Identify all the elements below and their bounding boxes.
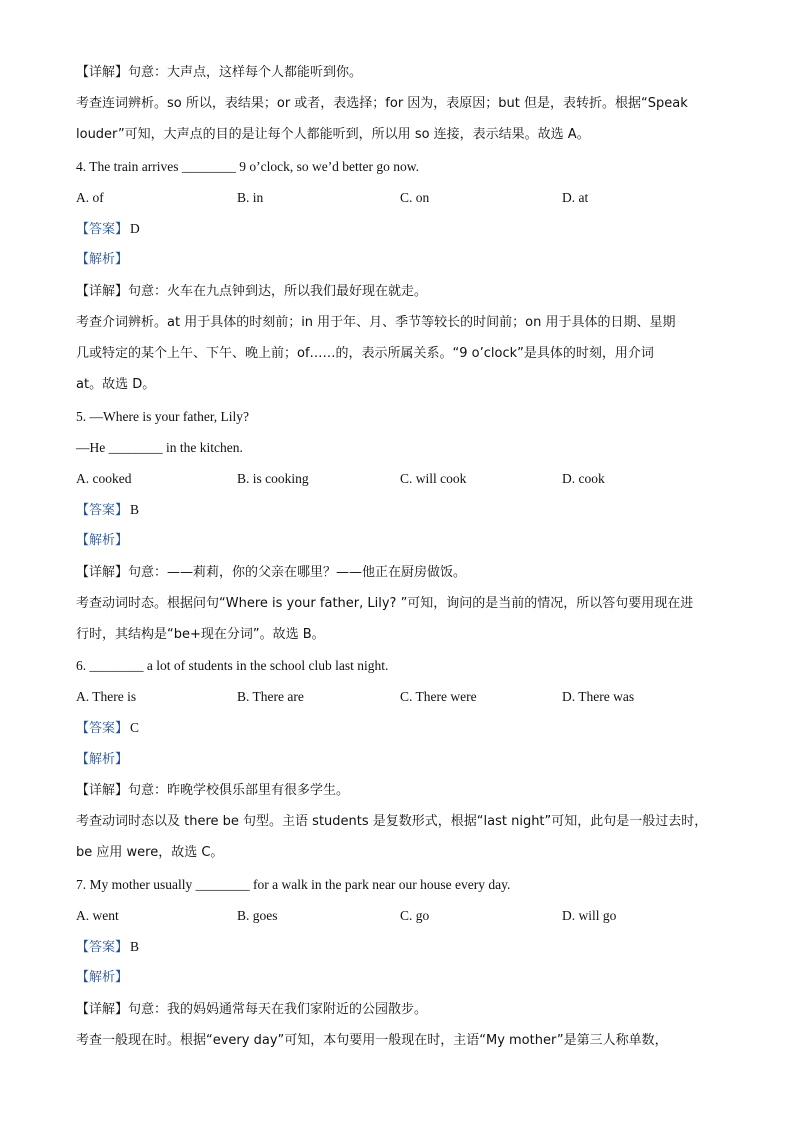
q4-option-b: B. in	[237, 190, 264, 205]
answer-value: B	[130, 939, 140, 954]
q6-analysis-line-1: 考查动词时态以及 there be 句型。主语 students 是复数形式，根据“last night”可知，此句是一般过去时，	[76, 814, 708, 829]
q7-answer	[76, 938, 726, 957]
q7-option-b: B. goes	[237, 908, 278, 923]
answer-label: 【答案】	[76, 940, 129, 955]
q4-analysis-line-2: 几或特定的某个上午、下午、晚上前；of……的，表示所属关系。“9 o’clock”是具体的时刻，用介词	[76, 346, 654, 361]
q4-jiexi-label: 【解析】	[76, 252, 129, 267]
q5-option-b: B. is cooking	[237, 471, 309, 486]
q7-option-d: D. will go	[562, 908, 617, 923]
q3-analysis-line-1: 考查连词辨析。so 所以，表结果；or 或者，表选择；for 因为，表原因；but 但是，表转折。根据“Speak	[76, 96, 688, 111]
q7-option-a: A. went	[76, 908, 119, 923]
answer-label: 【答案】	[76, 503, 129, 518]
q4-stem: 4. The train arrives ________ 9 o’clock, so we’d better go now.	[76, 159, 420, 174]
q5-analysis-line-2: 行时，其结构是“be+现在分词”。故选 B。	[76, 627, 325, 642]
q4-option-c: C. on	[400, 190, 430, 205]
q7-detail: 【详解】句意：我的妈妈通常每天在我们家附近的公园散步。	[76, 1002, 428, 1017]
q5-option-a: A. cooked	[76, 471, 132, 486]
q5-answer	[76, 501, 726, 520]
q5-option-d: D. cook	[562, 471, 605, 486]
q5-stem-line-1: 5. —Where is your father, Lily?	[76, 409, 250, 424]
q4-answer	[76, 220, 726, 239]
answer-label: 【答案】	[76, 222, 129, 237]
q4-analysis-line-1: 考查介词辨析。at 用于具体的时刻前；in 用于年、月、季节等较长的时间前；on 用于具体的日期、星期	[76, 315, 676, 330]
q6-jiexi-label: 【解析】	[76, 752, 129, 767]
q4-detail: 【详解】句意：火车在九点钟到达，所以我们最好现在就走。	[76, 284, 428, 299]
q6-option-c: C. There were	[400, 689, 477, 704]
q5-option-c: C. will cook	[400, 471, 467, 486]
answer-value: B	[130, 502, 140, 517]
q7-analysis-line-1: 考查一般现在时。根据“every day”可知，本句要用一般现在时，主语“My mother”是第三人称单数，	[76, 1033, 668, 1048]
answer-value: C	[130, 720, 140, 735]
q6-stem: 6. ________ a lot of students in the school club last night.	[76, 658, 389, 673]
q7-option-c: C. go	[400, 908, 430, 923]
q4-option-d: D. at	[562, 190, 589, 205]
q3-analysis-line-2: louder”可知，大声点的目的是让每个人都能听到，所以用 so 连接，表示结果。故选 A。	[76, 127, 590, 142]
q6-option-a: A. There is	[76, 689, 137, 704]
q5-analysis-line-1: 考查动词时态。根据问句“Where is your father, Lily? ”可知，询问的是当前的情况，所以答句要用现在进	[76, 596, 694, 611]
q4-analysis-line-3: at。故选 D。	[76, 377, 156, 392]
q6-answer	[76, 719, 726, 738]
q5-jiexi-label: 【解析】	[76, 533, 129, 548]
answer-value: D	[130, 221, 140, 236]
q5-detail: 【详解】句意：——莉莉，你的父亲在哪里？——他正在厨房做饭。	[76, 565, 467, 580]
q6-option-d: D. There was	[562, 689, 635, 704]
q5-stem-line-2: —He ________ in the kitchen.	[76, 440, 243, 455]
q6-analysis-line-2: be 应用 were，故选 C。	[76, 845, 224, 860]
q7-jiexi-label: 【解析】	[76, 970, 129, 985]
q6-option-b: B. There are	[237, 689, 304, 704]
q3-detail: 【详解】句意：大声点，这样每个人都能听到你。	[76, 65, 363, 80]
answer-label: 【答案】	[76, 721, 129, 736]
q6-detail: 【详解】句意：昨晚学校俱乐部里有很多学生。	[76, 783, 350, 798]
q4-option-a: A. of	[76, 190, 104, 205]
q7-stem: 7. My mother usually ________ for a walk in the park near our house every day.	[76, 877, 511, 892]
